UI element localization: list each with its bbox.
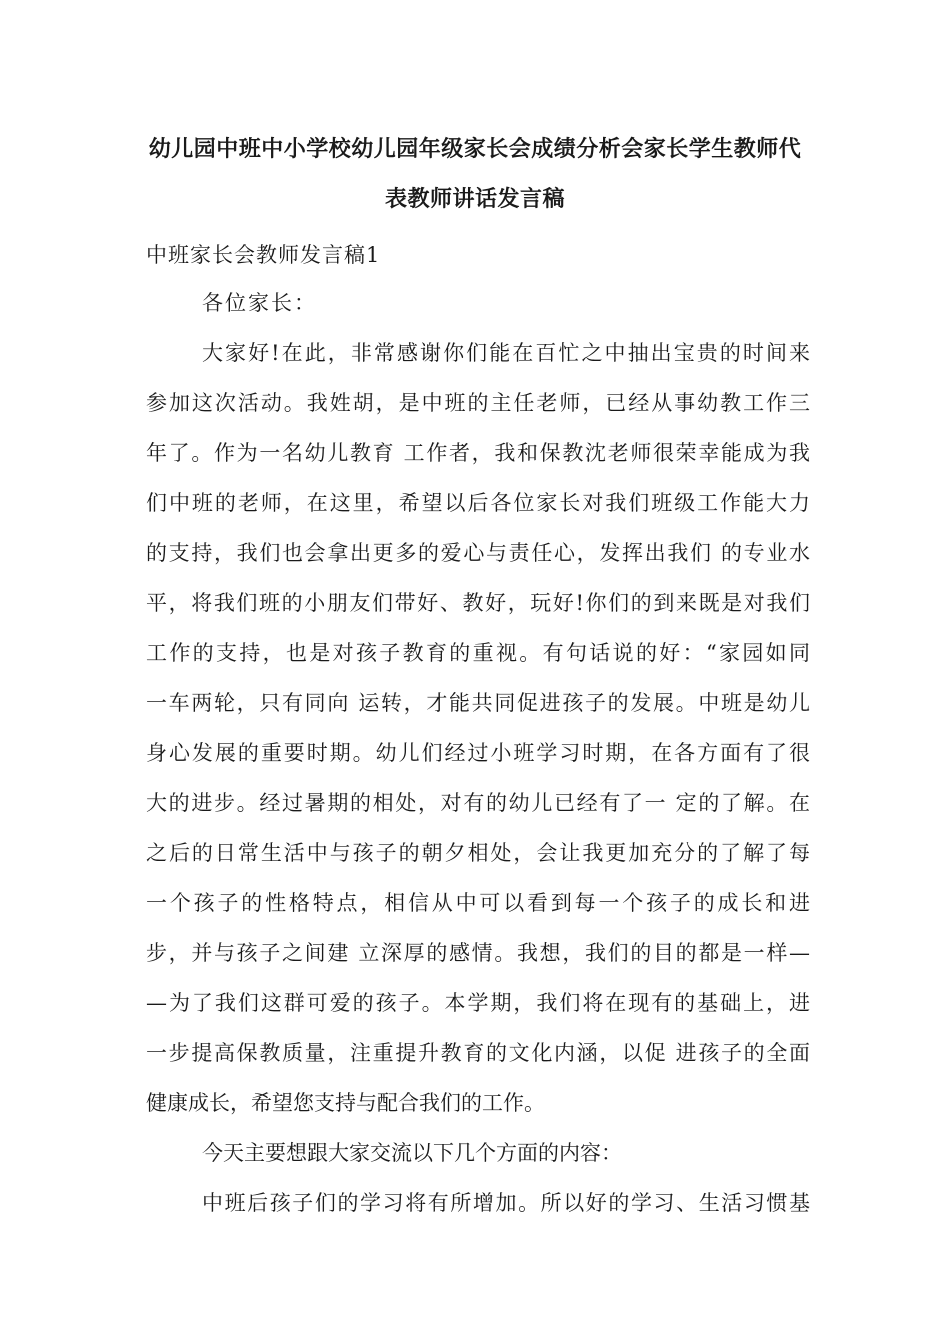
paragraph-line: 工作的支持，也是对孩子教育的重视。有句话说的好：“家园如同 [146,641,810,665]
paragraph-line: 健康成长，希望您支持与配合我们的工作。 [146,1091,545,1115]
greeting: 各位家长： [202,291,317,315]
paragraph-line: 身心发展的重要时期。幼儿们经过小班学习时期，在各方面有了很 [146,741,810,765]
document-title-line-2: 表教师讲话发言稿 [384,187,565,212]
paragraph-2: 今天主要想跟大家交流以下几个方面的内容： [202,1141,622,1165]
document-title-line-1: 幼儿园中班中小学校幼儿园年级家长会成绩分析会家长学生教师代 [148,137,802,162]
paragraph-line: —为了我们这群可爱的孩子。本学期，我们将在现有的基础上，进 [146,991,810,1015]
paragraph-line: 步，并与孩子之间建 立深厚的感情。我想，我们的目的都是一样— [146,941,810,965]
paragraph-line: 一步提高保教质量，注重提升教育的文化内涵，以促 进孩子的全面 [146,1041,810,1065]
paragraph-line: 的支持，我们也会拿出更多的爱心与责任心，发挥出我们 的专业水 [146,541,810,565]
paragraph-line: 一车两轮，只有同向 运转，才能共同促进孩子的发展。中班是幼儿 [146,691,810,715]
paragraph-3-line: 中班后孩子们的学习将有所增加。所以好的学习、生活习惯基 [202,1191,810,1215]
paragraph-line: 参加这次活动。我姓胡，是中班的主任老师，已经从事幼教工作三 [146,391,810,415]
paragraph-line: 年了。作为一名幼儿教育 工作者，我和保教沈老师很荣幸能成为我 [146,441,810,465]
paragraph-line: 们中班的老师，在这里，希望以后各位家长对我们班级工作能大力 [146,491,810,515]
paragraph-line: 之后的日常生活中与孩子的朝夕相处，会让我更加充分的了解了每 [146,841,810,865]
paragraph-line: 一个孩子的性格特点，相信从中可以看到每一个孩子的成长和进 [146,891,810,915]
section-heading: 中班家长会教师发言稿1 [146,243,381,267]
paragraph-line: 大的进步。经过暑期的相处，对有的幼儿已经有了一 定的了解。在 [146,791,810,815]
paragraph-line: 大家好!在此，非常感谢你们能在百忙之中抽出宝贵的时间来 [202,341,810,365]
paragraph-line: 平，将我们班的小朋友们带好、教好，玩好!你们的到来既是对我们 [146,591,810,615]
